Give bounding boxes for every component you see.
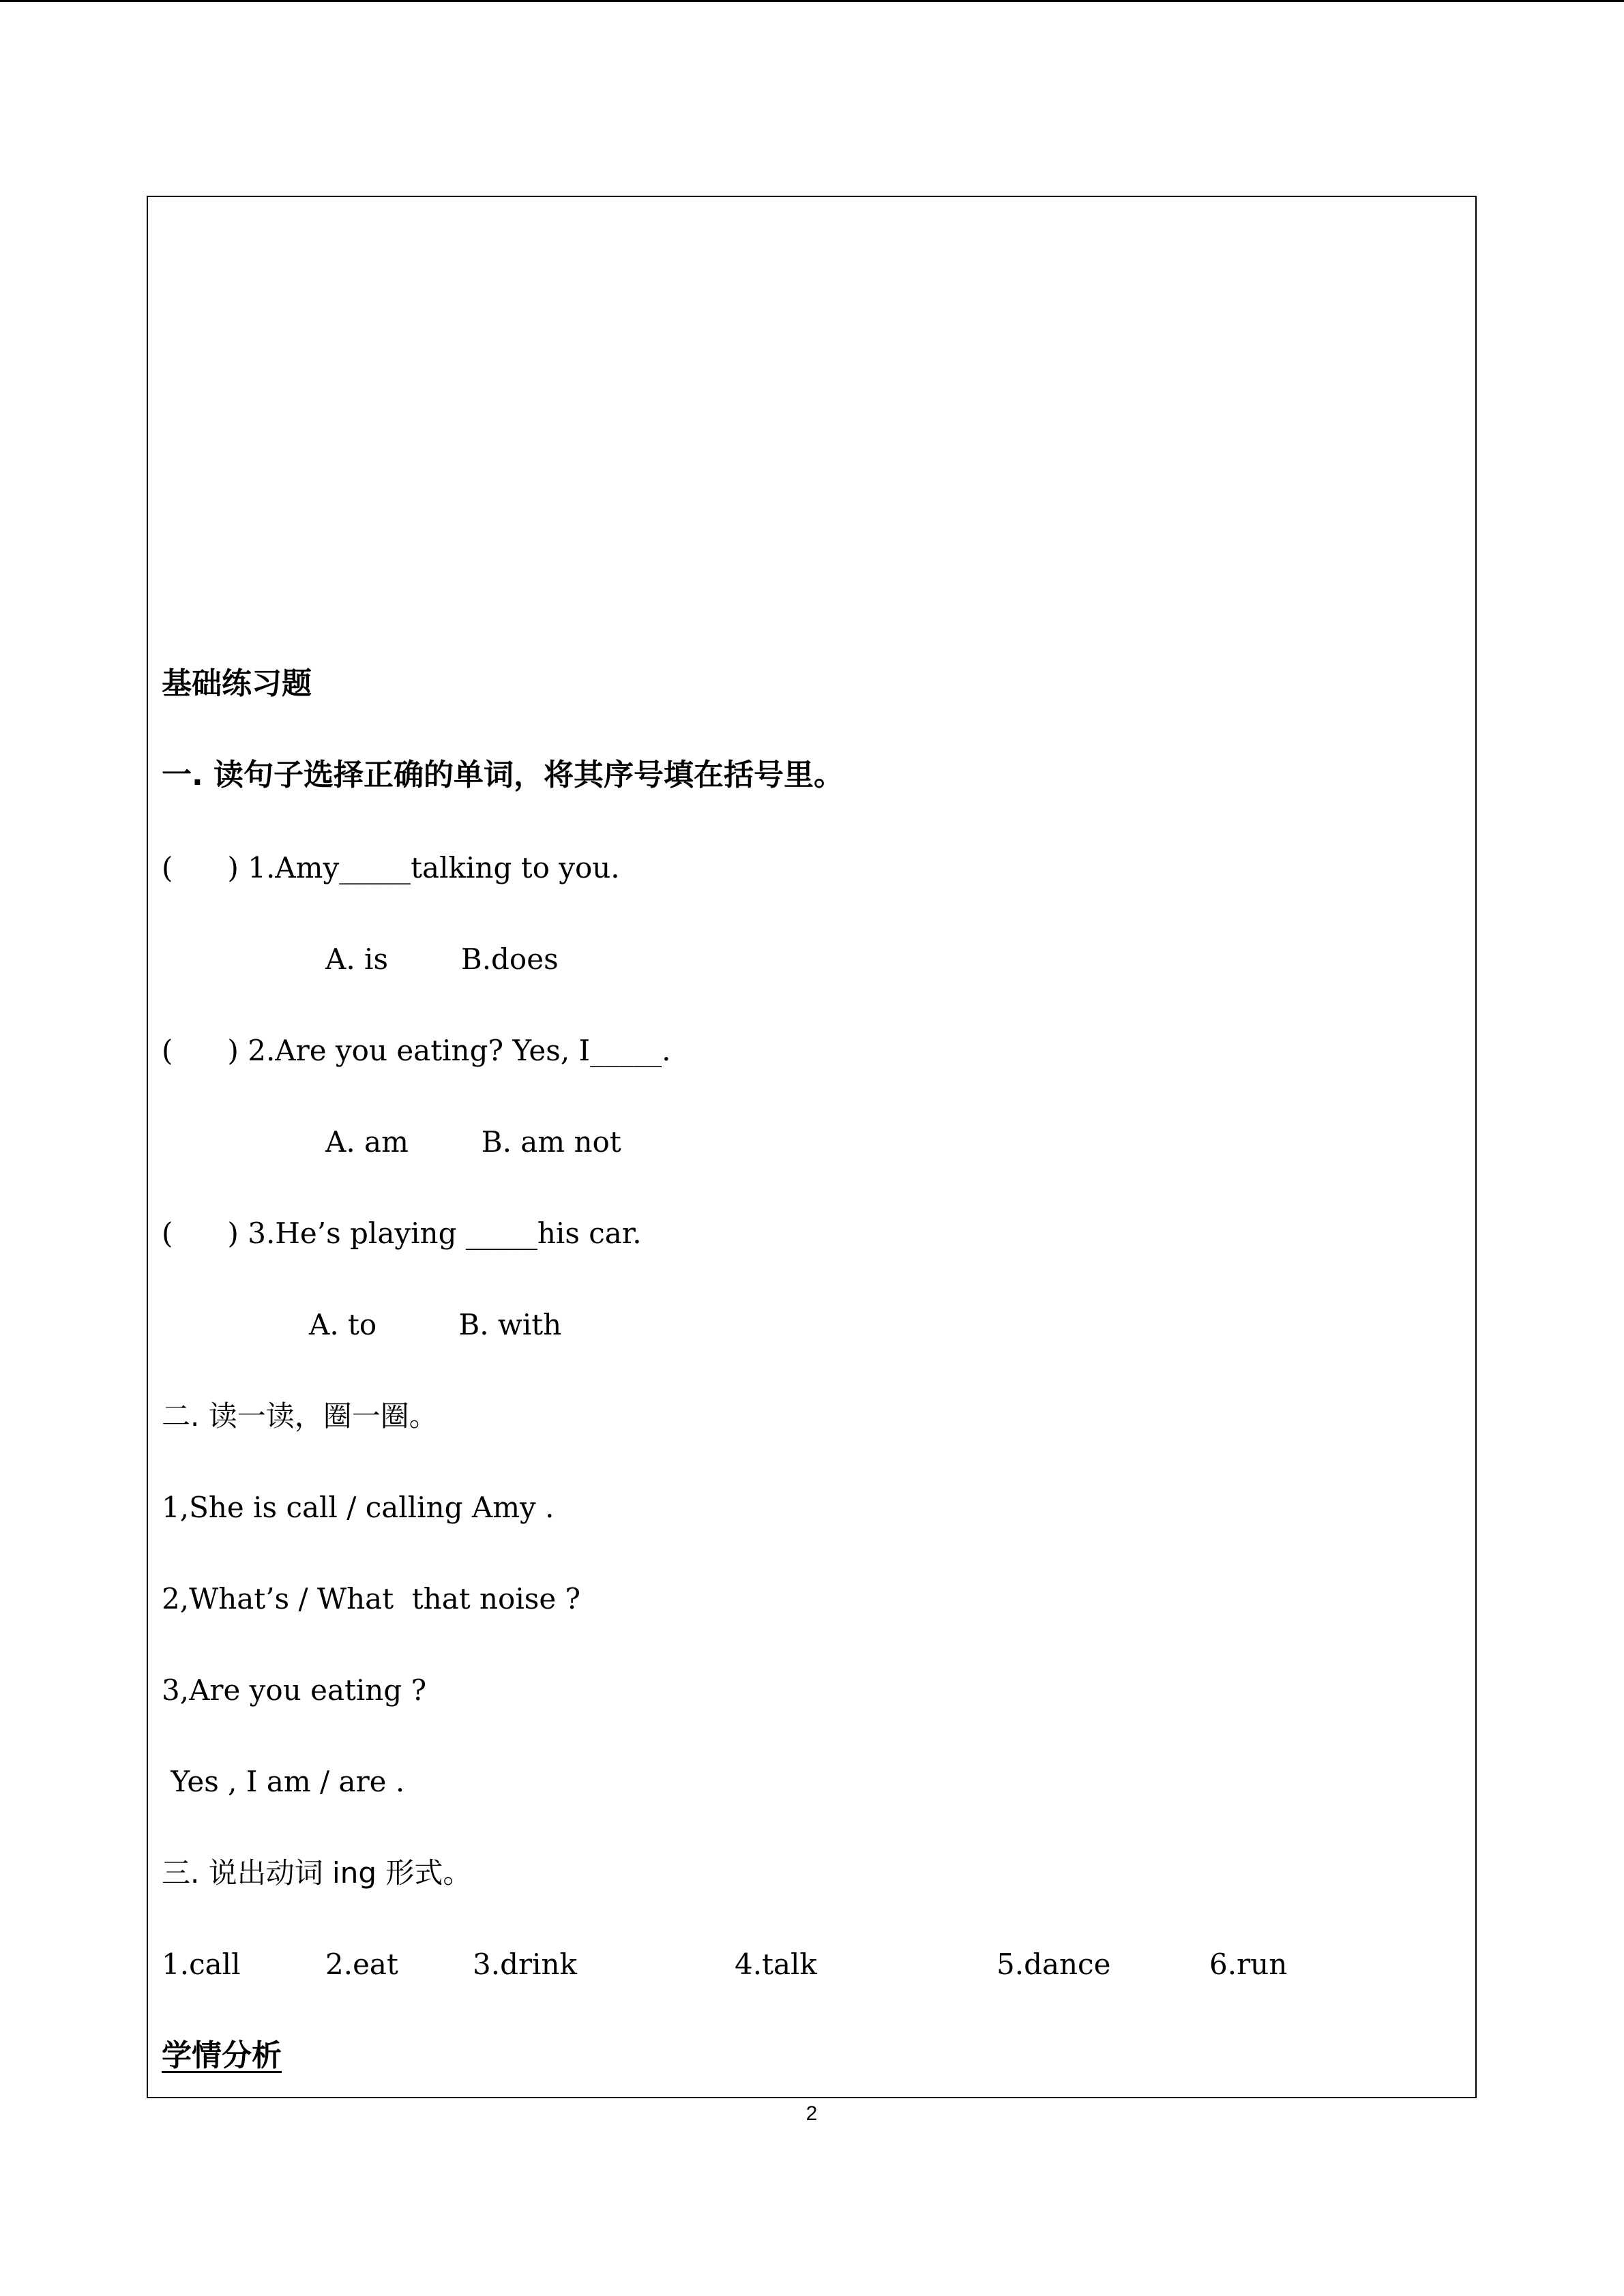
verb-word-3: 3.drink [473, 1948, 577, 1981]
question-1-stem: ( ) 1.Amy_____talking to you. [162, 851, 620, 884]
part1-instruction: 一. 读句子选择正确的单词，将其序号填在括号里。 [162, 758, 844, 792]
verb-word-1: 1.call [162, 1948, 241, 1981]
question-1-options: A. is B.does [325, 942, 559, 976]
question-2-stem: ( ) 2.Are you eating? Yes, I_____. [162, 1034, 671, 1067]
part2-instruction: 二. 读一读，圈一圈。 [162, 1399, 438, 1433]
section-title: 基础练习题 [162, 666, 312, 701]
verb-word-5: 5.dance [996, 1948, 1111, 1981]
question-3-options: A. to B. with [309, 1308, 562, 1341]
analysis-title: 学情分析 [162, 2038, 282, 2073]
verb-word-6: 6.run [1209, 1948, 1288, 1981]
verb-word-4: 4.talk [735, 1948, 817, 1981]
page-number: 2 [806, 2102, 818, 2125]
part2-item-4: Yes , I am / are . [162, 1765, 405, 1798]
part2-item-1: 1,She is call / calling Amy . [162, 1491, 555, 1524]
part2-item-2: 2,What’s / What that noise ? [162, 1582, 581, 1615]
part2-item-3: 3,Are you eating ? [162, 1673, 427, 1707]
question-3-stem: ( ) 3.He’s playing _____his car. [162, 1217, 642, 1250]
page-top-rule [0, 0, 1624, 2]
verb-word-2: 2.eat [325, 1948, 398, 1981]
question-2-options: A. am B. am not [325, 1125, 621, 1159]
part3-instruction: 三. 说出动词 ing 形式。 [162, 1856, 472, 1890]
